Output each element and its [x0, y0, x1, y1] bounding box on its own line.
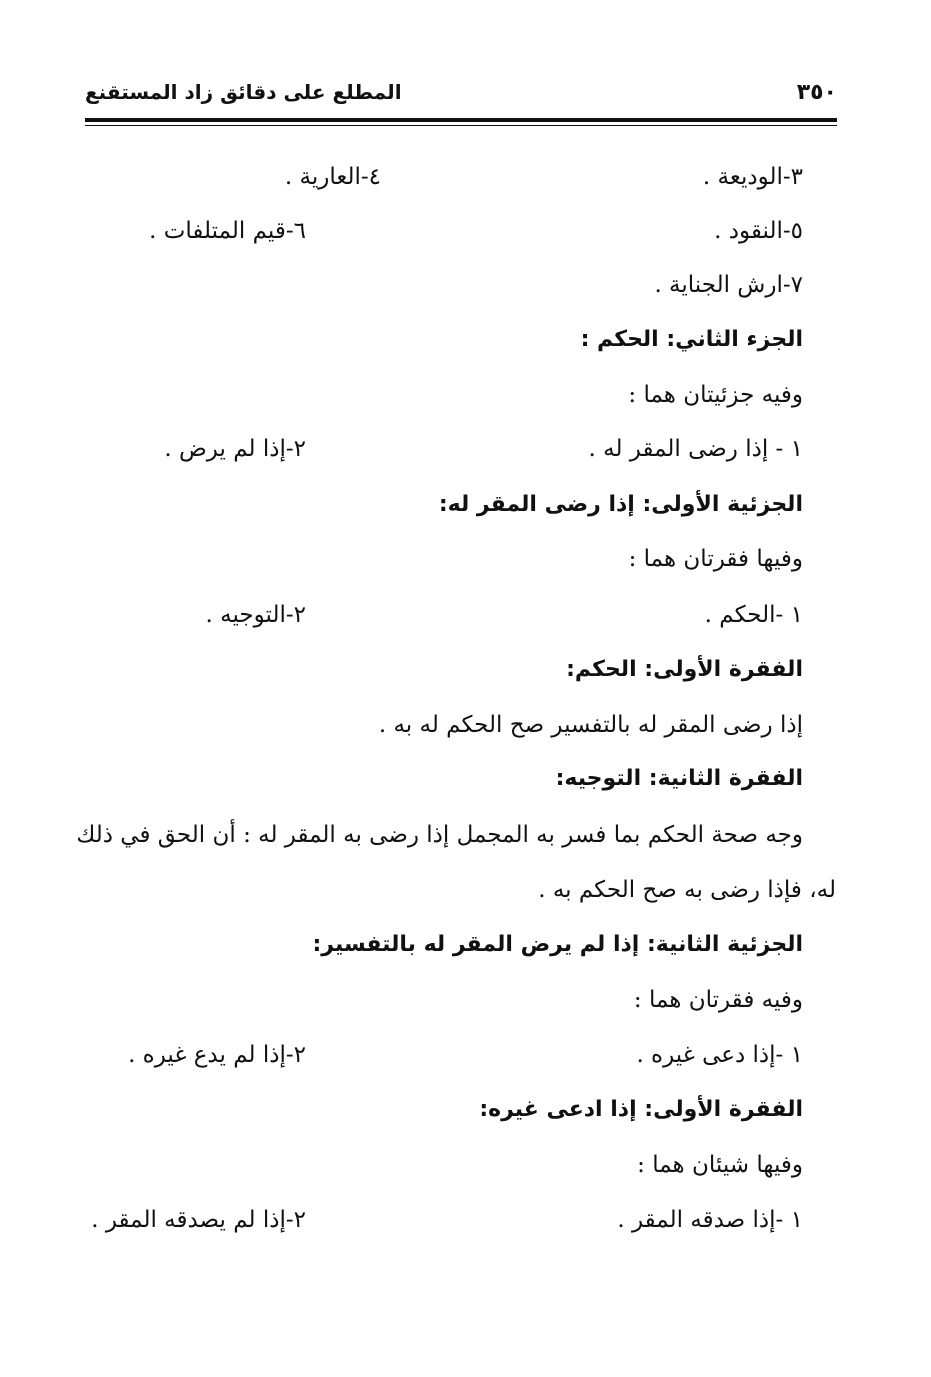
list-item: ٤-العارية .: [284, 164, 381, 190]
text-line: وفيها شيئان هما :: [637, 1152, 803, 1178]
text-line: وفيه جزئيتان هما :: [628, 382, 803, 408]
list-item: ٢-التوجيه .: [205, 602, 306, 628]
text-line: وفيه فقرتان هما :: [633, 987, 803, 1013]
paragraph-line: له، فإذا رضى به صح الحكم به .: [538, 877, 836, 903]
list-item: ٣-الوديعة .: [702, 164, 803, 190]
list-item: ١ -الحكم .: [704, 602, 803, 628]
list-item: ٦-قيم المتلفات .: [149, 218, 306, 244]
paragraph-line: وجه صحة الحكم بما فسر به المجمل إذا رضى به المقر له : أن الحق في ذلك: [76, 822, 803, 848]
list-item: ٧-ارش الجناية .: [654, 272, 803, 298]
text-line: وفيها فقرتان هما :: [628, 546, 803, 572]
book-title: المطلع على دقائق زاد المستقنع: [85, 80, 402, 104]
section-heading: الفقرة الثانية: التوجيه:: [555, 766, 803, 791]
header-rule-thick: [85, 118, 837, 122]
list-item: ٢-إذا لم يدع غيره .: [128, 1042, 306, 1068]
list-item: ٥-النقود .: [714, 218, 803, 244]
section-heading: الجزئية الأولى: إذا رضى المقر له:: [438, 492, 803, 517]
section-heading: الفقرة الأولى: إذا ادعى غيره:: [479, 1097, 803, 1122]
list-item: ٢-إذا لم يرض .: [164, 436, 306, 462]
text-line: إذا رضى المقر له بالتفسير صح الحكم له به .: [378, 712, 803, 738]
section-heading: الفقرة الأولى: الحكم:: [566, 657, 803, 682]
list-item: ١ - إذا رضى المقر له .: [588, 436, 803, 462]
page-number: ٣٥٠: [796, 80, 837, 105]
page-header: [85, 80, 837, 118]
section-heading: الجزئية الثانية: إذا لم يرض المقر له بالتفسير:: [312, 932, 803, 957]
list-item: ٢-إذا لم يصدقه المقر .: [91, 1207, 306, 1233]
list-item: ١ -إذا صدقه المقر .: [617, 1207, 803, 1233]
list-item: ١ -إذا دعى غيره .: [636, 1042, 803, 1068]
section-heading: الجزء الثاني: الحكم :: [580, 327, 803, 352]
header-rule-thin: [85, 125, 837, 126]
